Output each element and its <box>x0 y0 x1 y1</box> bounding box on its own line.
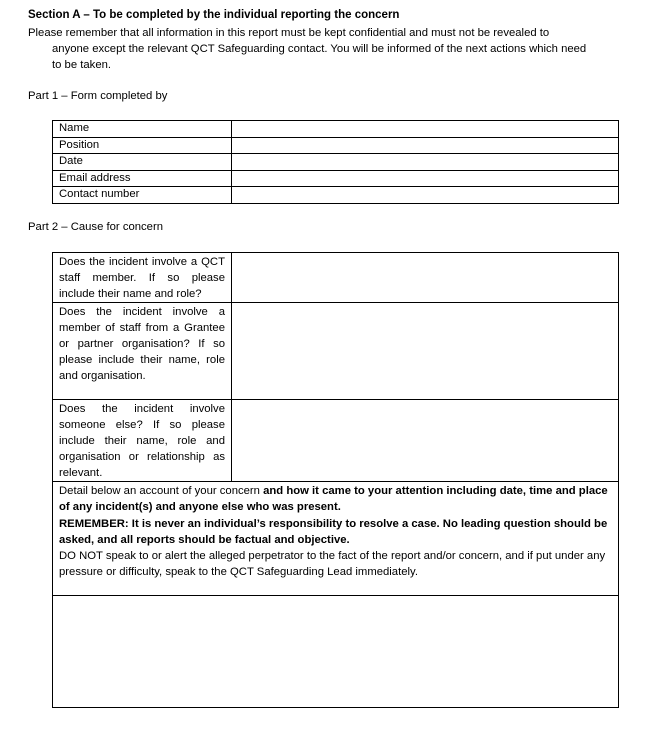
intro-text <box>28 25 620 73</box>
table-row <box>53 187 619 204</box>
account-paragraph-do-not: DO NOT speak to or alert the alleged perpetrator to the fact of the report and/or concern, and if put under any pressure or difficulty, speak to the QCT Safeguarding Lead immediately. <box>59 550 606 579</box>
table-row <box>53 482 619 596</box>
intro-line-3: to be taken. <box>52 59 112 71</box>
table-row <box>53 137 619 154</box>
cause-for-concern-table <box>52 252 619 708</box>
account-text-bold: and how it came to your attention including date, time and place of any incident(s) and anyone else who was present. <box>59 485 608 514</box>
account-paragraph-1 <box>59 483 612 516</box>
account-answer-field[interactable] <box>53 596 619 708</box>
question-grantee-staff <box>53 303 232 400</box>
name-label: Name <box>53 121 232 138</box>
answer-qct-staff-field[interactable] <box>232 253 619 303</box>
question-qct-staff <box>53 253 232 303</box>
intro-line-2: anyone except the relevant QCT Safeguarding contact. You will be informed of the next actions which need <box>52 43 587 55</box>
intro-line-1: Please remember that all information in this report must be kept confidential and must not be revealed to <box>28 27 550 39</box>
position-field[interactable] <box>232 137 619 154</box>
answer-grantee-staff-field[interactable] <box>232 303 619 400</box>
question-someone-else <box>53 400 232 482</box>
email-label: Email address <box>53 170 232 187</box>
question-text: Does the incident involve someone else? If so please include their name, role and organisation or relationship as relevant. <box>59 403 225 479</box>
part1-title: Part 1 – Form completed by <box>28 90 168 102</box>
section-heading: Section A – To be completed by the individual reporting the concern <box>28 9 400 21</box>
table-row <box>53 121 619 138</box>
date-label: Date <box>53 154 232 171</box>
table-row <box>53 596 619 708</box>
table-row <box>53 303 619 400</box>
contact-number-label: Contact number <box>53 187 232 204</box>
answer-someone-else-field[interactable] <box>232 400 619 482</box>
form-completed-by-table <box>52 120 619 204</box>
position-label: Position <box>53 137 232 154</box>
table-row <box>53 400 619 482</box>
email-field[interactable] <box>232 170 619 187</box>
table-row <box>53 170 619 187</box>
question-text: Does the incident involve a QCT staff member. If so please include their name and role? <box>59 256 225 300</box>
question-text: Does the incident involve a member of staff from a Grantee or partner organisation? If so please include their name, role and organisation. <box>59 306 225 382</box>
table-row <box>53 253 619 303</box>
name-field[interactable] <box>232 121 619 138</box>
account-text-normal: Detail below an account of your concern <box>59 485 264 497</box>
part2-title: Part 2 – Cause for concern <box>28 221 164 233</box>
table-row <box>53 154 619 171</box>
date-field[interactable] <box>232 154 619 171</box>
account-paragraph-remember: REMEMBER: It is never an individual’s responsibility to resolve a case. No leading question should be asked, and all reports should be factual and objective. <box>59 517 608 546</box>
contact-number-field[interactable] <box>232 187 619 204</box>
account-instructions <box>53 482 619 596</box>
